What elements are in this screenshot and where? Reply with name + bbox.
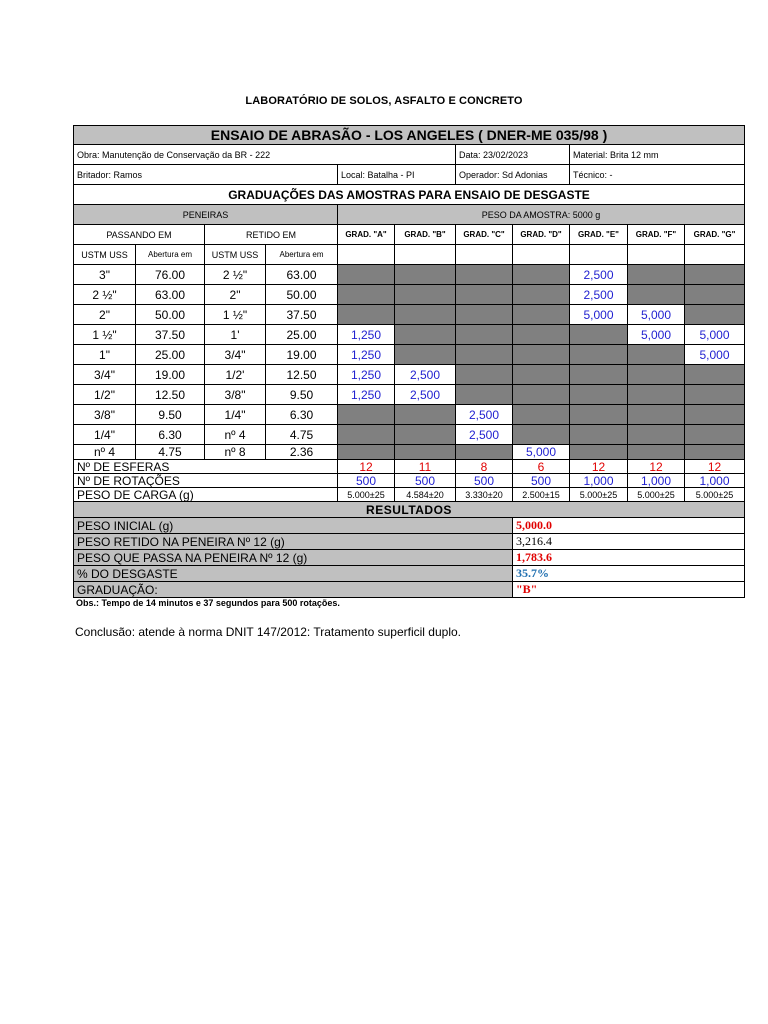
grad-d-value — [513, 385, 570, 405]
result-label: PESO INICIAL (g) — [73, 518, 513, 534]
retido-abertura-header: Abertura em — [266, 245, 338, 265]
tecnico-field: Técnico: - — [570, 165, 745, 185]
sieve-row — [73, 405, 745, 425]
retido-uss-cell: 2" — [205, 285, 266, 305]
grad-f-value — [628, 385, 685, 405]
carga-c: 3.330±20 — [456, 488, 513, 502]
carga-f: 5.000±25 — [628, 488, 685, 502]
retido-abertura-cell: 9.50 — [266, 385, 338, 405]
result-value: 5,000.0 — [513, 518, 745, 534]
result-label: % DO DESGASTE — [73, 566, 513, 582]
retido-uss-cell: 1/2' — [205, 365, 266, 385]
grad-g-value: 5,000 — [685, 345, 745, 365]
esferas-a: 12 — [338, 460, 395, 474]
carga-b: 4.584±20 — [395, 488, 456, 502]
grad-g-value — [685, 285, 745, 305]
grad-f-value: 5,000 — [628, 305, 685, 325]
grad-d-value — [513, 305, 570, 325]
result-row — [73, 518, 745, 534]
grad-b-value — [395, 325, 456, 345]
info-row-2 — [73, 165, 745, 185]
retido-abertura-cell: 25.00 — [266, 325, 338, 345]
grad-d-value: 5,000 — [513, 445, 570, 460]
observation-note: Obs.: Tempo de 14 minutos e 37 segundos para 500 rotações. — [76, 598, 340, 608]
rotacoes-a: 500 — [338, 474, 395, 488]
grad-d-header: GRAD. "D" — [513, 225, 570, 245]
passando-abertura-cell: 37.50 — [136, 325, 205, 345]
grad-d-value — [513, 285, 570, 305]
retido-uss-cell: 3/8" — [205, 385, 266, 405]
result-row — [73, 582, 745, 598]
grad-c-value — [456, 285, 513, 305]
passando-abertura-cell: 63.00 — [136, 285, 205, 305]
grad-d-value — [513, 265, 570, 285]
grad-b-value — [395, 265, 456, 285]
retido-abertura-cell: 2.36 — [266, 445, 338, 460]
rotacoes-f: 1,000 — [628, 474, 685, 488]
passando-uss-cell: nº 4 — [73, 445, 136, 460]
retido-uss-cell: nº 8 — [205, 445, 266, 460]
sieve-row — [73, 285, 745, 305]
passando-abertura-cell: 6.30 — [136, 425, 205, 445]
peneiras-header: PENEIRAS — [73, 205, 338, 225]
retido-abertura-cell: 50.00 — [266, 285, 338, 305]
grad-e-header: GRAD. "E" — [570, 225, 628, 245]
esferas-label: Nº DE ESFERAS — [73, 460, 338, 474]
rotacoes-b: 500 — [395, 474, 456, 488]
grad-a-value: 1,250 — [338, 365, 395, 385]
grad-a-header: GRAD. "A" — [338, 225, 395, 245]
grad-d-value — [513, 405, 570, 425]
passando-abertura-cell: 50.00 — [136, 305, 205, 325]
grad-b-value: 2,500 — [395, 365, 456, 385]
grad-g-value — [685, 305, 745, 325]
grad-a-value: 1,250 — [338, 325, 395, 345]
grad-title: GRADUAÇÕES DAS AMOSTRAS PARA ENSAIO DE DESGASTE — [73, 185, 745, 205]
grad-a-value — [338, 405, 395, 425]
conclusion-text: Conclusão: atende à norma DNIT 147/2012: Tratamento superficil duplo. — [75, 625, 462, 639]
retido-uss-cell: 3/4" — [205, 345, 266, 365]
esferas-d: 6 — [513, 460, 570, 474]
result-label: PESO QUE PASSA NA PENEIRA Nº 12 (g) — [73, 550, 513, 566]
grad-e-value: 2,500 — [570, 265, 628, 285]
sieve-row — [73, 445, 745, 460]
sieve-row — [73, 345, 745, 365]
retido-uss-cell: 1/4" — [205, 405, 266, 425]
sieve-row — [73, 325, 745, 345]
grad-b-value — [395, 445, 456, 460]
grad-a-value — [338, 425, 395, 445]
rotacoes-d: 500 — [513, 474, 570, 488]
grad-b-value — [395, 425, 456, 445]
retido-abertura-cell: 63.00 — [266, 265, 338, 285]
grad-c-value — [456, 305, 513, 325]
grad-e-value — [570, 345, 628, 365]
result-row — [73, 534, 745, 550]
grad-b-value — [395, 305, 456, 325]
carga-a: 5.000±25 — [338, 488, 395, 502]
grad-a-value: 1,250 — [338, 345, 395, 365]
carga-g: 5.000±25 — [685, 488, 745, 502]
retido-uss-cell: 1' — [205, 325, 266, 345]
esferas-b: 11 — [395, 460, 456, 474]
retido-abertura-cell: 19.00 — [266, 345, 338, 365]
info-row-1 — [73, 145, 745, 165]
esferas-row — [73, 460, 745, 474]
grades-header-row — [73, 225, 745, 245]
grad-e-value: 5,000 — [570, 305, 628, 325]
passando-uss-cell: 1/2" — [73, 385, 136, 405]
esferas-g: 12 — [685, 460, 745, 474]
grad-g-header: GRAD. "G" — [685, 225, 745, 245]
grad-f-value — [628, 345, 685, 365]
passando-uss-cell: 1 ½" — [73, 325, 136, 345]
passando-abertura-cell: 19.00 — [136, 365, 205, 385]
grad-f-header: GRAD. "F" — [628, 225, 685, 245]
obra-field: Obra: Manutenção de Conservação da BR - 222 — [73, 145, 456, 165]
retido-abertura-cell: 4.75 — [266, 425, 338, 445]
grad-c-value — [456, 345, 513, 365]
passando-uss-cell: 3/8" — [73, 405, 136, 425]
grad-d-value — [513, 425, 570, 445]
retido-abertura-cell: 37.50 — [266, 305, 338, 325]
passando-uss-cell: 2" — [73, 305, 136, 325]
local-field: Local: Batalha - PI — [338, 165, 456, 185]
rotacoes-g: 1,000 — [685, 474, 745, 488]
grad-b-value — [395, 285, 456, 305]
result-row — [73, 550, 745, 566]
resultados-header-row — [73, 502, 745, 518]
grad-g-value — [685, 365, 745, 385]
retido-uss-header: USTM USS — [205, 245, 266, 265]
grad-e-value — [570, 405, 628, 425]
grad-f-value — [628, 445, 685, 460]
retido-header: RETIDO EM — [205, 225, 338, 245]
grad-g-value — [685, 265, 745, 285]
rotacoes-row — [73, 474, 745, 488]
result-row — [73, 566, 745, 582]
result-value: 1,783.6 — [513, 550, 745, 566]
esferas-e: 12 — [570, 460, 628, 474]
passando-abertura-cell: 76.00 — [136, 265, 205, 285]
grad-b-value — [395, 345, 456, 365]
sieve-row — [73, 265, 745, 285]
peneiras-header-row — [73, 205, 745, 225]
britador-field: Britador: Ramos — [73, 165, 338, 185]
grad-g-value: 5,000 — [685, 325, 745, 345]
retido-uss-cell: 1 ½" — [205, 305, 266, 325]
rotacoes-e: 1,000 — [570, 474, 628, 488]
rotacoes-label: Nº DE ROTAÇÕES — [73, 474, 338, 488]
result-value: 3,216.4 — [513, 534, 745, 550]
grad-a-value: 1,250 — [338, 385, 395, 405]
grad-f-value — [628, 405, 685, 425]
passando-abertura-header: Abertura em — [136, 245, 205, 265]
grad-title-row — [73, 185, 745, 205]
material-field: Material: Brita 12 mm — [570, 145, 745, 165]
grad-e-value — [570, 425, 628, 445]
grad-g-value — [685, 445, 745, 460]
retido-uss-cell: 2 ½" — [205, 265, 266, 285]
grad-e-value — [570, 365, 628, 385]
peso-amostra-header: PESO DA AMOSTRA: 5000 g — [338, 205, 745, 225]
passando-abertura-cell: 12.50 — [136, 385, 205, 405]
result-value: "B" — [513, 582, 745, 598]
grad-a-value — [338, 285, 395, 305]
grad-g-value — [685, 425, 745, 445]
grad-c-value — [456, 265, 513, 285]
carga-d: 2.500±15 — [513, 488, 570, 502]
grad-c-value: 2,500 — [456, 425, 513, 445]
grad-c-value — [456, 365, 513, 385]
lab-title: LABORATÓRIO DE SOLOS, ASFALTO E CONCRETO — [245, 95, 523, 107]
grad-d-value — [513, 365, 570, 385]
grad-f-value — [628, 285, 685, 305]
retido-abertura-cell: 6.30 — [266, 405, 338, 425]
grad-b-value — [395, 405, 456, 425]
passando-abertura-cell: 9.50 — [136, 405, 205, 425]
carga-label: PESO DE CARGA (g) — [73, 488, 338, 502]
data-field: Data: 23/02/2023 — [456, 145, 570, 165]
passando-abertura-cell: 25.00 — [136, 345, 205, 365]
grad-f-value — [628, 425, 685, 445]
grad-d-value — [513, 345, 570, 365]
grad-e-value — [570, 325, 628, 345]
grad-a-value — [338, 445, 395, 460]
grad-b-value: 2,500 — [395, 385, 456, 405]
operador-field: Operador: Sd Adonias — [456, 165, 570, 185]
grad-c-value: 2,500 — [456, 405, 513, 425]
grad-e-value — [570, 385, 628, 405]
result-label: GRADUAÇÃO: — [73, 582, 513, 598]
grad-b-header: GRAD. "B" — [395, 225, 456, 245]
rotacoes-c: 500 — [456, 474, 513, 488]
test-title: ENSAIO DE ABRASÃO - LOS ANGELES ( DNER-ME 035/98 ) — [73, 125, 745, 145]
grad-c-value — [456, 325, 513, 345]
test-title-row — [73, 125, 745, 145]
grad-g-value — [685, 405, 745, 425]
grad-d-value — [513, 325, 570, 345]
esferas-f: 12 — [628, 460, 685, 474]
passando-uss-cell: 3" — [73, 265, 136, 285]
grad-c-value — [456, 385, 513, 405]
passando-uss-cell: 2 ½" — [73, 285, 136, 305]
passando-uss-cell: 3/4" — [73, 365, 136, 385]
grad-a-value — [338, 305, 395, 325]
sieve-row — [73, 385, 745, 405]
grad-c-header: GRAD. "C" — [456, 225, 513, 245]
passando-abertura-cell: 4.75 — [136, 445, 205, 460]
sieve-row — [73, 305, 745, 325]
grad-e-value: 2,500 — [570, 285, 628, 305]
resultados-header: RESULTADOS — [73, 502, 745, 518]
passando-uss-header: USTM USS — [73, 245, 136, 265]
passando-header: PASSANDO EM — [73, 225, 205, 245]
carga-e: 5.000±25 — [570, 488, 628, 502]
result-value: 35.7% — [513, 566, 745, 582]
esferas-c: 8 — [456, 460, 513, 474]
abrasion-test-sheet — [73, 125, 745, 598]
grad-g-value — [685, 385, 745, 405]
grad-f-value — [628, 365, 685, 385]
grad-a-value — [338, 265, 395, 285]
carga-row — [73, 488, 745, 502]
retido-abertura-cell: 12.50 — [266, 365, 338, 385]
grad-f-value — [628, 265, 685, 285]
sieve-row — [73, 365, 745, 385]
passando-uss-cell: 1" — [73, 345, 136, 365]
retido-uss-cell: nº 4 — [205, 425, 266, 445]
grad-f-value: 5,000 — [628, 325, 685, 345]
result-label: PESO RETIDO NA PENEIRA Nº 12 (g) — [73, 534, 513, 550]
passando-uss-cell: 1/4" — [73, 425, 136, 445]
sieve-row — [73, 425, 745, 445]
subheader-row — [73, 245, 745, 265]
grad-c-value — [456, 445, 513, 460]
grad-e-value — [570, 445, 628, 460]
